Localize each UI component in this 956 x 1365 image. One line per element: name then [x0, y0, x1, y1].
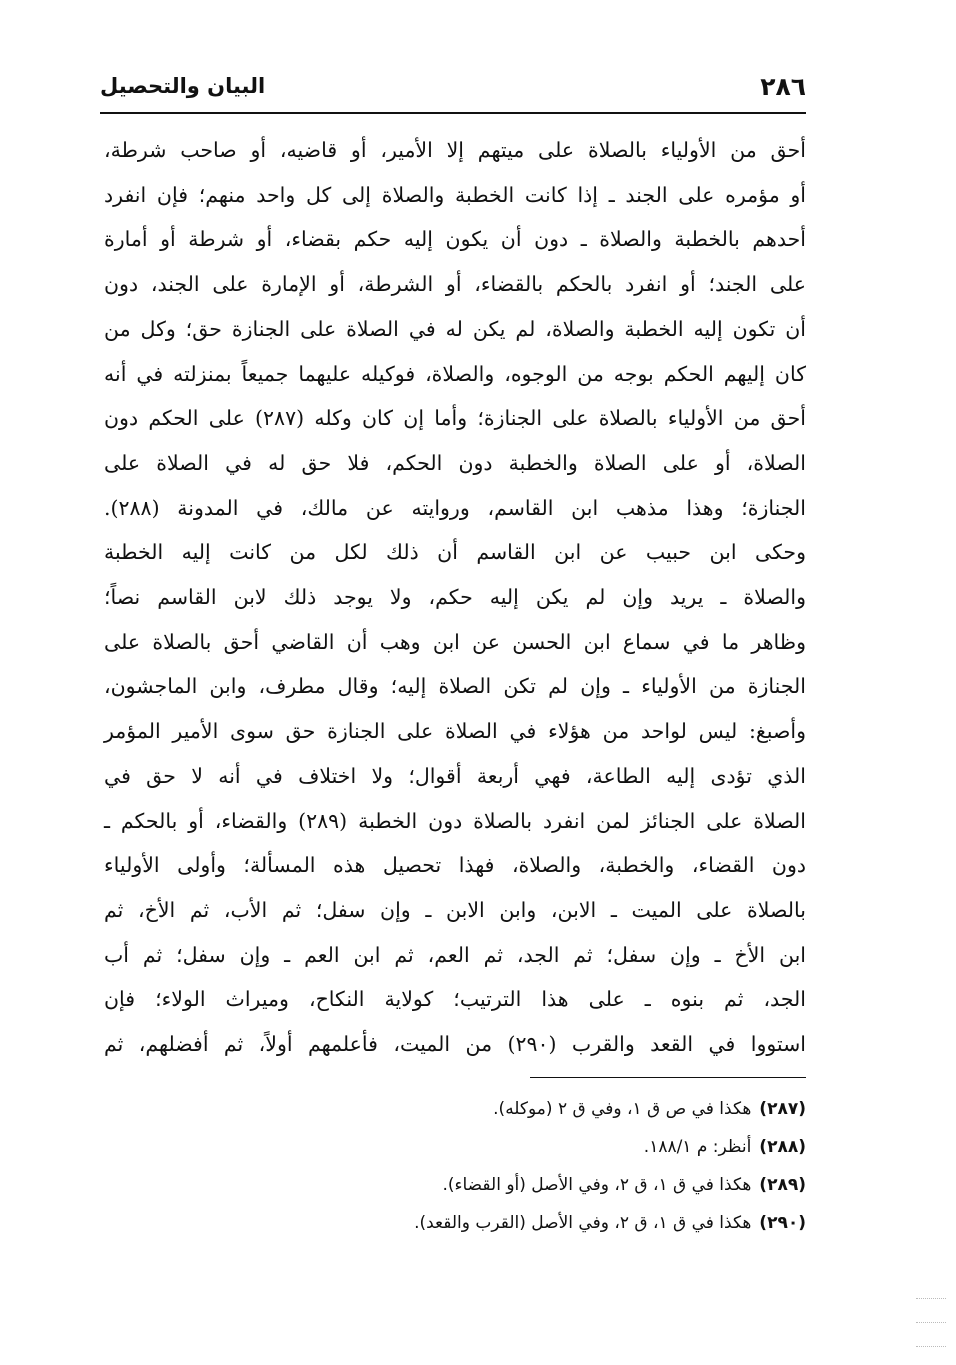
text-line: الجنازة؛ وهذا مذهب ابن القاسم، وروايته عن مالك، في المدونة (٢٨٨). — [104, 495, 806, 520]
scan-margin-mark — [916, 1346, 946, 1347]
text-line: وأصبغ: ليس لواحد من هؤلاء في الصلاة على الجنازة حق سوى الأمير المؤمر — [104, 719, 806, 744]
page-number: ٢٨٦ — [760, 71, 806, 101]
text-line: الصلاة، أو على الصلاة والخطبة دون الحكم، فلا حق له في الصلاة على — [104, 450, 806, 475]
text-line: كان إليهم الحكم بوجه من الوجوه، والصلاة، فوكيله عليهما جميعاً بمنزلته في أنه — [104, 361, 806, 386]
footnote-text: هكذا في ق ١، ق ٢، وفي الأصل (القرب والقعد). — [414, 1213, 752, 1233]
footnote-290 — [200, 1204, 806, 1242]
footnote-rule — [530, 1077, 806, 1078]
running-title: البيان والتحصيل — [100, 74, 266, 98]
footnotes — [200, 1090, 806, 1242]
text-line: والصلاة ـ يريد وإن لم يكن إليه حكم، ولا يوجد ذلك لابن القاسم نصاً؛ — [104, 585, 806, 610]
text-line: ابن الأخ ـ وإن سفل؛ ثم الجد، ثم العم، ثم ابن العم ـ وإن سفل؛ ثم أب — [104, 942, 806, 967]
footnote-marker: (٢٩٠) — [759, 1213, 806, 1233]
text-line: الجد، ثم بنوه ـ على هذا الترتيب؛ كولاية النكاح، وميراث الولاء؛ فإن — [104, 987, 806, 1012]
text-line: أو مؤمره على الجند ـ إذا كانت الخطبة والصلاة إلى كل واحد منهم؛ فإن انفرد — [104, 182, 806, 207]
text-line: وحكى ابن حبيب عن ابن القاسم أن ذلك لكل من كانت إليه الخطبة — [104, 540, 806, 565]
text-line: أن تكون إليه الخطبة والصلاة، لم يكن له في الصلاة على الجنازة حق؛ وكل من — [104, 316, 806, 341]
footnote-288 — [200, 1128, 806, 1166]
text-line: وظاهر ما في سماع ابن الحسن عن ابن وهب أن القاضي أحق بالصلاة على — [104, 629, 806, 654]
text-line: دون القضاء، والخطبة، والصلاة، فهذا تحصيل هذه المسألة؛ وأولى الأولياء — [104, 853, 806, 878]
footnote-text: هكذا في ق ١، ق ٢، وفي الأصل (أو القضاء). — [442, 1175, 752, 1195]
text-line: استووا في القعد والقرب (٢٩٠) من الميت، فأعلمهم أولاً، ثم أفضلهم، ثم — [104, 1032, 806, 1057]
footnote-text: هكذا في ص ق ١، وفي ق ٢ (موكله). — [493, 1099, 752, 1119]
text-line: الصلاة على الجنائز لمن انفرد بالصلاة دون الخطبة (٢٨٩) والقضاء، أو بالحكم ـ — [104, 808, 806, 833]
footnote-text: أنظر: م ١٨٨/١. — [643, 1137, 752, 1157]
scan-margin-mark — [916, 1322, 946, 1323]
main-text — [104, 128, 806, 1067]
text-line: أحق من الأولياء بالصلاة على الجنازة؛ وأما إن كان وكله (٢٨٧) على الحكم دون — [104, 406, 807, 431]
text-line: الجنازة من الأولياء ـ وإن لم تكن الصلاة إليه؛ وقال مطرف، وابن الماجشون، — [104, 674, 806, 699]
text-line: أحق من الأولياء بالصلاة على ميتهم إلا الأمير، أو قاضيه، أو صاحب شرطة، — [104, 138, 806, 162]
footnote-marker: (٢٨٧) — [759, 1099, 806, 1119]
text-line: أحدهم بالخطبة والصلاة ـ دون أن يكون إليه حكم بقضاء، أو شرطة أو أمارة — [104, 227, 806, 252]
footnote-marker: (٢٨٨) — [759, 1137, 806, 1157]
scan-margin-mark — [916, 1298, 946, 1299]
text-line: بالصلاة على الميت ـ الابن، وابن الابن ـ وإن سفل؛ ثم الأب، ثم الأخ، ثم — [104, 897, 806, 922]
footnote-marker: (٢٨٩) — [759, 1175, 806, 1195]
page-header — [100, 64, 806, 108]
footnote-287 — [200, 1090, 806, 1128]
header-rule — [100, 112, 806, 114]
text-line: على الجند؛ أو انفرد بالحكم بالقضاء، أو الشرطة، أو الإمارة على الجند، دون — [104, 272, 806, 297]
text-line: الذي تؤدى إليه الطاعة، فهي أربعة أقوال؛ ولا اختلاف في أنه لا حق في — [104, 763, 806, 788]
footnote-289 — [200, 1166, 806, 1204]
